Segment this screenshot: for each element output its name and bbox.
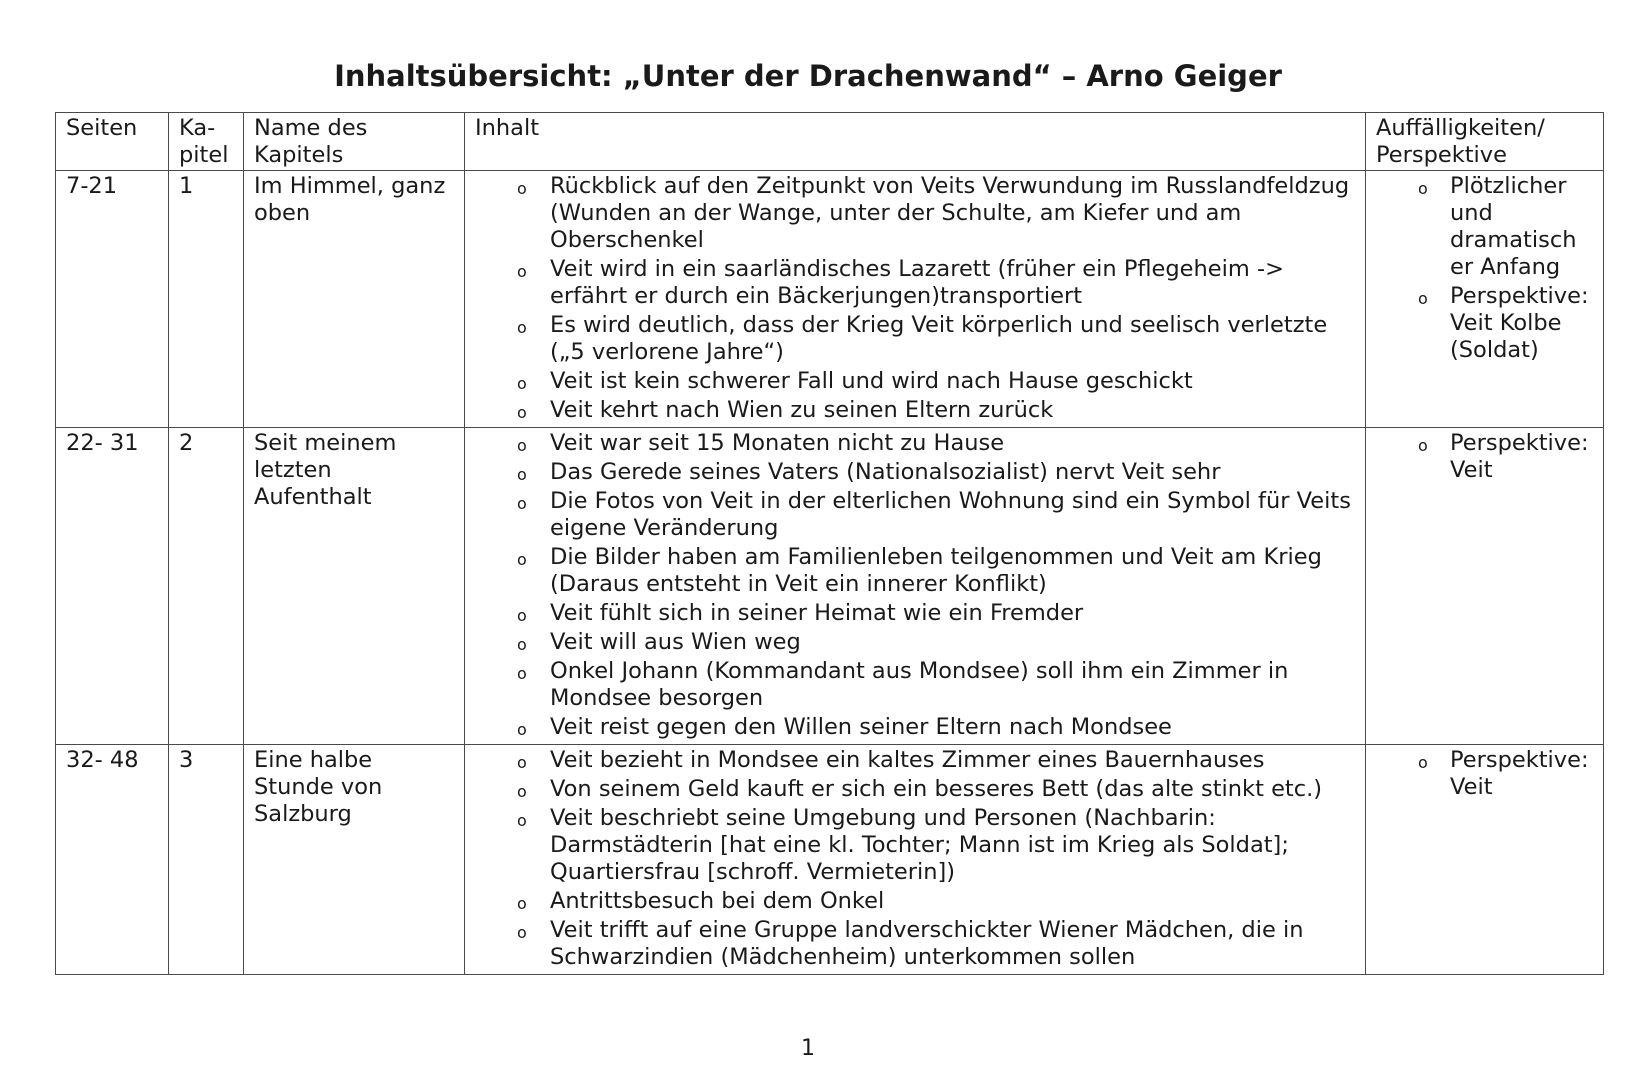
list-item-text: Rückblick auf den Zeitpunkt von Veits Verwundung im Russlandfeldzug (Wunden an der Wange, unter der Schulte, am Kiefer und am Oberschenkel — [550, 173, 1350, 253]
table-row — [56, 171, 1604, 428]
hollow-circle-bullet-icon: o — [517, 635, 527, 654]
auffaelligkeiten-list — [1376, 173, 1593, 364]
list-item — [475, 629, 1353, 656]
hollow-circle-bullet-icon: o — [517, 894, 527, 913]
list-item-text: Veit war seit 15 Monaten nicht zu Hause — [550, 430, 1005, 456]
list-item-text: Veit reist gegen den Willen seiner Eltern nach Mondsee — [550, 714, 1172, 740]
cell-inhalt — [465, 171, 1366, 428]
hollow-circle-bullet-icon: o — [517, 374, 527, 393]
header-kapitel — [169, 113, 244, 171]
header-inhalt — [465, 113, 1366, 171]
header-seiten-label: Seiten — [66, 115, 138, 141]
list-item — [475, 173, 1353, 254]
list-item — [475, 747, 1353, 774]
hollow-circle-bullet-icon: o — [517, 606, 527, 625]
header-seiten — [56, 113, 169, 171]
hollow-circle-bullet-icon: o — [1418, 289, 1428, 308]
auffaelligkeiten-list — [1376, 747, 1593, 801]
hollow-circle-bullet-icon: o — [517, 436, 527, 455]
list-item-text: Veit trifft auf eine Gruppe landverschickter Wiener Mädchen, die in Schwarzindien (Mädchenheim) unterkommen sollen — [550, 917, 1304, 970]
hollow-circle-bullet-icon: o — [517, 179, 527, 198]
list-item-text: Veit ist kein schwerer Fall und wird nach Hause geschickt — [550, 368, 1193, 394]
header-kapitel-line2: pitel — [179, 142, 229, 168]
list-item — [475, 256, 1353, 310]
header-auff-line2: Perspektive — [1376, 142, 1507, 168]
list-item — [1376, 283, 1593, 364]
list-item-text: Veit will aus Wien weg — [550, 629, 801, 655]
list-item-text: Antrittsbesuch bei dem Onkel — [550, 888, 885, 914]
list-item-text: Perspektive: Veit — [1450, 747, 1589, 800]
table-header-row — [56, 113, 1604, 171]
hollow-circle-bullet-icon: o — [517, 550, 527, 569]
list-item — [475, 368, 1353, 395]
list-item-text: Die Bilder haben am Familienleben teilgenommen und Veit am Krieg (Daraus entsteht in Veit ein innerer Konflikt) — [550, 544, 1322, 597]
list-item — [475, 488, 1353, 542]
hollow-circle-bullet-icon: o — [517, 782, 527, 801]
list-item — [1376, 430, 1593, 484]
list-item — [475, 888, 1353, 915]
list-item — [475, 805, 1353, 886]
cell-auffaelligkeiten — [1366, 745, 1604, 975]
list-item — [475, 776, 1353, 803]
inhalt-list — [475, 430, 1353, 741]
cell-name: Seit meinem letzten Aufenthalt — [244, 428, 465, 745]
list-item-text: Es wird deutlich, dass der Krieg Veit körperlich und seelisch verletzte („5 verlorene Jahre“) — [550, 312, 1328, 365]
cell-seiten: 32- 48 — [56, 745, 169, 975]
hollow-circle-bullet-icon: o — [1418, 179, 1428, 198]
list-item-text: Veit beschriebt seine Umgebung und Personen (Nachbarin: Darmstädterin [hat eine kl. Tochter; Mann ist im Krieg als Soldat]; Quartiersfrau [schroff. Vermieterin]) — [550, 805, 1289, 885]
cell-seiten: 22- 31 — [56, 428, 169, 745]
list-item — [475, 544, 1353, 598]
cell-inhalt — [465, 428, 1366, 745]
list-item — [475, 658, 1353, 712]
content-table — [55, 112, 1604, 975]
cell-auffaelligkeiten — [1366, 171, 1604, 428]
list-item-text: Veit fühlt sich in seiner Heimat wie ein Fremder — [550, 600, 1084, 626]
list-item-text: Veit wird in ein saarländisches Lazarett (früher ein Pflegeheim -> erfährt er durch ein Bäckerjungen)transportiert — [550, 256, 1284, 309]
table-row — [56, 745, 1604, 975]
hollow-circle-bullet-icon: o — [517, 720, 527, 739]
list-item-text: Perspektive: Veit Kolbe (Soldat) — [1450, 283, 1589, 363]
header-name-line2: Kapitels — [254, 142, 344, 168]
hollow-circle-bullet-icon: o — [517, 318, 527, 337]
inhalt-list — [475, 173, 1353, 424]
list-item — [475, 714, 1353, 741]
header-name-line1: Name des — [254, 115, 368, 141]
auffaelligkeiten-list — [1376, 430, 1593, 484]
list-item — [1376, 173, 1593, 281]
hollow-circle-bullet-icon: o — [1418, 436, 1428, 455]
cell-auffaelligkeiten — [1366, 428, 1604, 745]
header-auff-line1: Auffälligkeiten/ — [1376, 115, 1545, 141]
hollow-circle-bullet-icon: o — [517, 753, 527, 772]
header-auffaelligkeiten — [1366, 113, 1604, 171]
header-name — [244, 113, 465, 171]
header-kapitel-line1: Ka- — [179, 115, 216, 141]
list-item — [475, 459, 1353, 486]
cell-seiten: 7-21 — [56, 171, 169, 428]
list-item-text: Veit kehrt nach Wien zu seinen Eltern zurück — [550, 397, 1054, 423]
list-item — [475, 917, 1353, 971]
hollow-circle-bullet-icon: o — [517, 923, 527, 942]
header-inhalt-label: Inhalt — [475, 115, 540, 141]
page-number: 1 — [801, 1036, 815, 1061]
cell-name: Im Himmel, ganz oben — [244, 171, 465, 428]
list-item — [1376, 747, 1593, 801]
list-item-text: Perspektive: Veit — [1450, 430, 1589, 483]
list-item — [475, 430, 1353, 457]
page-title: Inhaltsübersicht: „Unter der Drachenwand“ – Arno Geiger — [334, 59, 1282, 93]
list-item — [475, 600, 1353, 627]
list-item-text: Onkel Johann (Kommandant aus Mondsee) soll ihm ein Zimmer in Mondsee besorgen — [550, 658, 1289, 711]
cell-kapitel: 3 — [169, 745, 244, 975]
hollow-circle-bullet-icon: o — [517, 465, 527, 484]
list-item — [475, 397, 1353, 424]
hollow-circle-bullet-icon: o — [517, 664, 527, 683]
cell-name: Eine halbe Stunde von Salzburg — [244, 745, 465, 975]
hollow-circle-bullet-icon: o — [517, 262, 527, 281]
list-item-text: Von seinem Geld kauft er sich ein besseres Bett (das alte stinkt etc.) — [550, 776, 1323, 802]
list-item — [475, 312, 1353, 366]
hollow-circle-bullet-icon: o — [517, 403, 527, 422]
hollow-circle-bullet-icon: o — [517, 494, 527, 513]
list-item-text: Das Gerede seines Vaters (Nationalsozialist) nervt Veit sehr — [550, 459, 1221, 485]
inhalt-list — [475, 747, 1353, 971]
list-item-text: Veit bezieht in Mondsee ein kaltes Zimmer eines Bauernhauses — [550, 747, 1265, 773]
list-item-text: Plötzlicher und dramatisch er Anfang — [1450, 173, 1577, 280]
list-item-text: Die Fotos von Veit in der elterlichen Wohnung sind ein Symbol für Veits eigene Veränderung — [550, 488, 1351, 541]
hollow-circle-bullet-icon: o — [1418, 753, 1428, 772]
cell-kapitel: 1 — [169, 171, 244, 428]
cell-inhalt — [465, 745, 1366, 975]
table-row — [56, 428, 1604, 745]
hollow-circle-bullet-icon: o — [517, 811, 527, 830]
cell-kapitel: 2 — [169, 428, 244, 745]
